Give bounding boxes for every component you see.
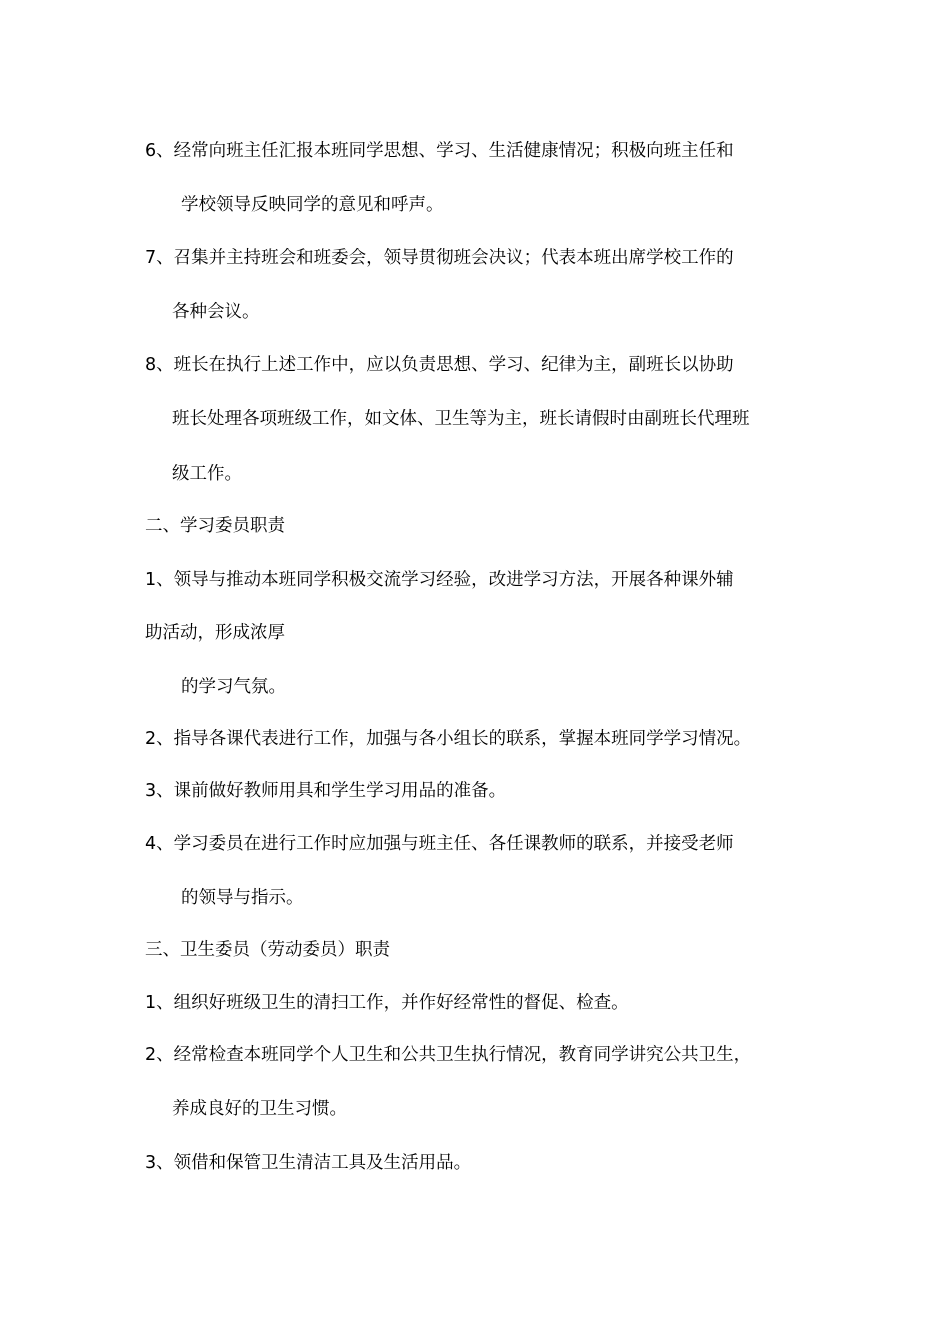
text-line-item6: 6、经常向班主任汇报本班同学思想、学习、生活健康情况；积极向班主任和 [145,141,734,161]
text-line-study2: 2、指导各课代表进行工作，加强与各小组长的联系，掌握本班同学学习情况。 [145,729,752,749]
text-line-item6-cont: 学校领导反映同学的意见和呼声。 [181,195,444,215]
text-line-hygiene2-cont: 养成良好的卫生习惯。 [172,1099,347,1119]
text-line-study1-cont2: 的学习气氛。 [181,677,286,697]
text-line-study1-cont1: 助活动，形成浓厚 [145,623,285,643]
text-line-item8-cont1: 班长处理各项班级工作，如文体、卫生等为主，班长请假时由副班长代理班 [172,409,750,429]
text-line-study4: 4、学习委员在进行工作时应加强与班主任、各任课教师的联系，并接受老师 [145,834,734,854]
text-line-study1: 1、领导与推动本班同学积极交流学习经验，改进学习方法，开展各种课外辅 [145,570,734,590]
section-heading-study: 二、学习委员职责 [145,516,285,536]
text-line-study4-cont: 的领导与指示。 [181,888,304,908]
text-line-item7-cont: 各种会议。 [172,302,260,322]
text-line-hygiene1: 1、组织好班级卫生的清扫工作，并作好经常性的督促、检查。 [145,993,629,1013]
text-line-item8-cont2: 级工作。 [172,464,242,484]
text-line-study3: 3、课前做好教师用具和学生学习用品的准备。 [145,781,507,801]
text-line-hygiene3: 3、领借和保管卫生清洁工具及生活用品。 [145,1153,472,1173]
text-line-item7: 7、召集并主持班会和班委会，领导贯彻班会决议；代表本班出席学校工作的 [145,248,734,268]
text-line-hygiene2: 2、经常检查本班同学个人卫生和公共卫生执行情况，教育同学讲究公共卫生， [145,1045,752,1065]
text-line-item8: 8、班长在执行上述工作中，应以负责思想、学习、纪律为主，副班长以协助 [145,355,734,375]
section-heading-hygiene: 三、卫生委员（劳动委员）职责 [145,940,390,960]
